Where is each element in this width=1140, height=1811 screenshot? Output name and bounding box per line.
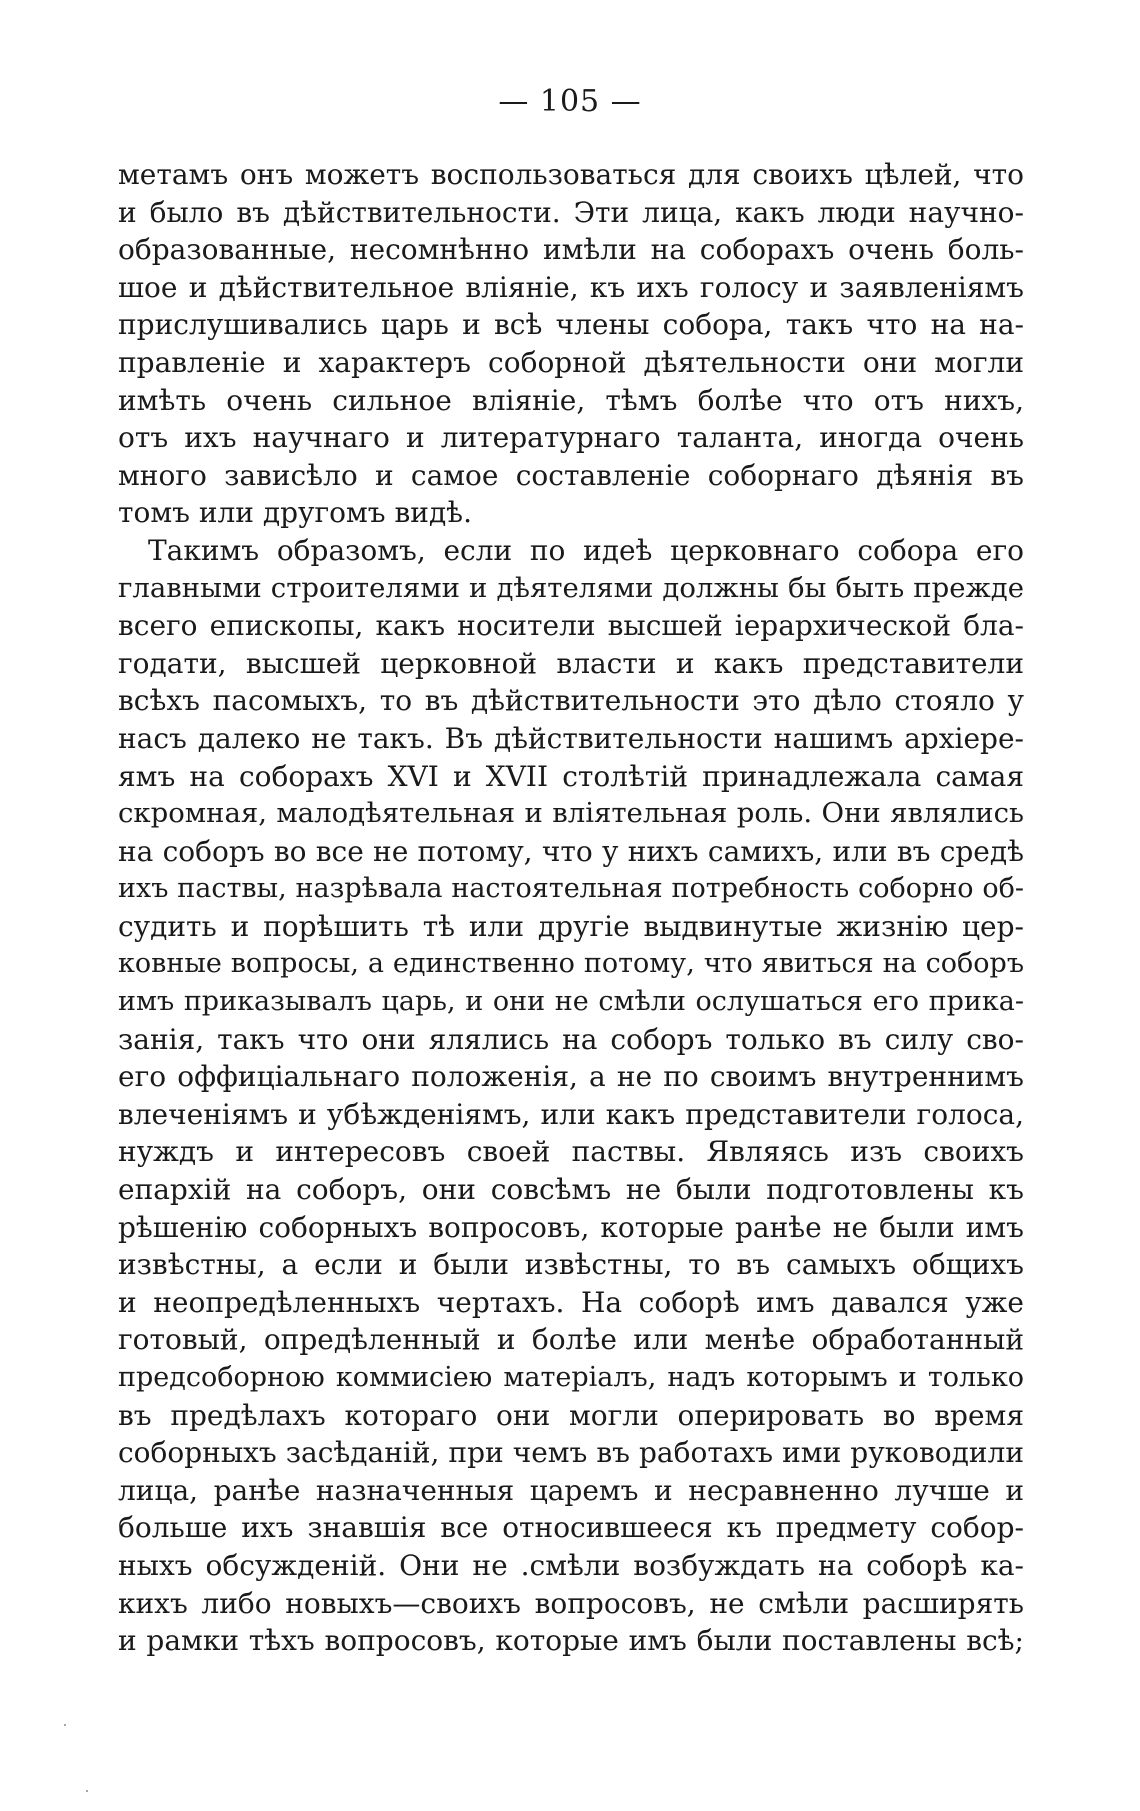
text-line: предсоборною коммисіею матеріалъ, надъ которымъ и только — [118, 1362, 1024, 1393]
text-line: судить и порѣшить тѣ или другіе выдвинутые жизнію цер- — [118, 909, 1024, 943]
text-line: его оффиціальнаго положенія, а не по своимъ внутреннимъ — [118, 1060, 1024, 1094]
text-line: рѣшенію соборныхъ вопросовъ, которые ранѣе не были имъ — [118, 1210, 1024, 1244]
text-line: прислушивались царь и всѣ члены собора, такъ что на на- — [118, 308, 1024, 342]
text-line: всего епископы, какъ носители высшей іерархической бла- — [118, 609, 1024, 643]
text-line: лица, ранѣе назначенныя царемъ и несравненно лучше и — [118, 1473, 1024, 1507]
text-line: насъ далеко не такъ. Въ дѣйствительности нашимъ архіере- — [118, 721, 1024, 755]
text-line: больше ихъ знавшія все относившееся къ предмету собор- — [118, 1511, 1024, 1545]
text-line: ныхъ обсужденій. Они не .смѣли возбуждать на соборѣ ка- — [118, 1548, 1024, 1582]
text-line: метамъ онъ можетъ воспользоваться для своихъ цѣлей, что — [118, 158, 1024, 191]
text-line: Такимъ образомъ, если по идеѣ церковнаго собора его — [148, 533, 1024, 567]
text-line: отъ ихъ научнаго и литературнаго таланта, иногда очень — [118, 421, 1024, 455]
text-line: ихъ паствы, назрѣвала настоятельная потребность соборно об- — [118, 873, 1024, 905]
text-line: и было въ дѣйствительности. Эти лица, какъ люди научно- — [118, 195, 1024, 229]
text-line: занія, такъ что они ялялись на соборъ только въ силу сво- — [118, 1022, 1024, 1056]
text-line: въ предѣлахъ котораго они могли оперировать во время — [118, 1398, 1024, 1432]
text-line: нуждъ и интересовъ своей паствы. Являясь изъ своихъ — [118, 1135, 1024, 1169]
text-line: и рамки тѣхъ вопросовъ, которые имъ были поставлены всѣ; — [118, 1624, 1024, 1658]
text-line: влеченіямъ и убѣжденіямъ, или какъ представители голоса, — [118, 1097, 1024, 1131]
text-line: правленіе и характеръ соборной дѣятельности они могли — [118, 345, 1024, 379]
text-line: епархій на соборъ, они совсѣмъ не были подготовлены къ — [118, 1173, 1024, 1207]
text-line: имѣть очень сильное вліяніе, тѣмъ болѣе что отъ нихъ, — [118, 383, 1024, 417]
text-line: много зависѣло и самое составленіе соборнаго дѣянія въ — [118, 458, 1024, 492]
text-line: готовый, опредѣленный и болѣе или менѣе обработанный — [118, 1323, 1024, 1357]
text-line: годати, высшей церковной власти и какъ представители — [118, 646, 1024, 680]
text-line: извѣстны, а если и были извѣстны, то въ самыхъ общихъ — [118, 1248, 1024, 1282]
text-line: кихъ либо новыхъ—своихъ вопросовъ, не смѣли расширять — [118, 1586, 1024, 1620]
text-line: и неопредѣленныхъ чертахъ. На соборѣ имъ давался уже — [118, 1285, 1024, 1319]
text-line: ковные вопросы, а единственно потому, что явиться на соборъ — [118, 948, 1024, 980]
text-line: всѣхъ пасомыхъ, то въ дѣйствительности это дѣло стояло у — [118, 684, 1024, 718]
page-body-text — [118, 156, 1024, 1660]
text-line: имъ приказывалъ царь, и они не смѣли ослушаться его прика- — [118, 986, 1024, 1018]
text-line: шое и дѣйствительное вліяніе, къ ихъ голосу и заявленіямъ — [118, 270, 1024, 304]
text-line: на соборъ во все не потому, что у нихъ самихъ, или въ средѣ — [118, 834, 1024, 868]
paper-speck — [64, 1724, 66, 1726]
text-line: скромная, малодѣятельная и вліятельная роль. Они являлись — [118, 797, 1024, 830]
page-number: — 105 — — [498, 84, 642, 119]
text-line: главными строителями и дѣятелями должны бы быть прежде — [118, 571, 1024, 604]
text-line: ямъ на соборахъ XVI и XVII столѣтій принадлежала самая — [118, 759, 1024, 793]
text-line: томъ или другомъ видѣ. — [118, 496, 472, 530]
paper-speck — [86, 1790, 88, 1792]
text-line: образованные, несомнѣнно имѣли на соборахъ очень боль- — [118, 233, 1024, 267]
text-line: соборныхъ засѣданій, при чемъ въ работахъ ими руководили — [118, 1436, 1024, 1470]
